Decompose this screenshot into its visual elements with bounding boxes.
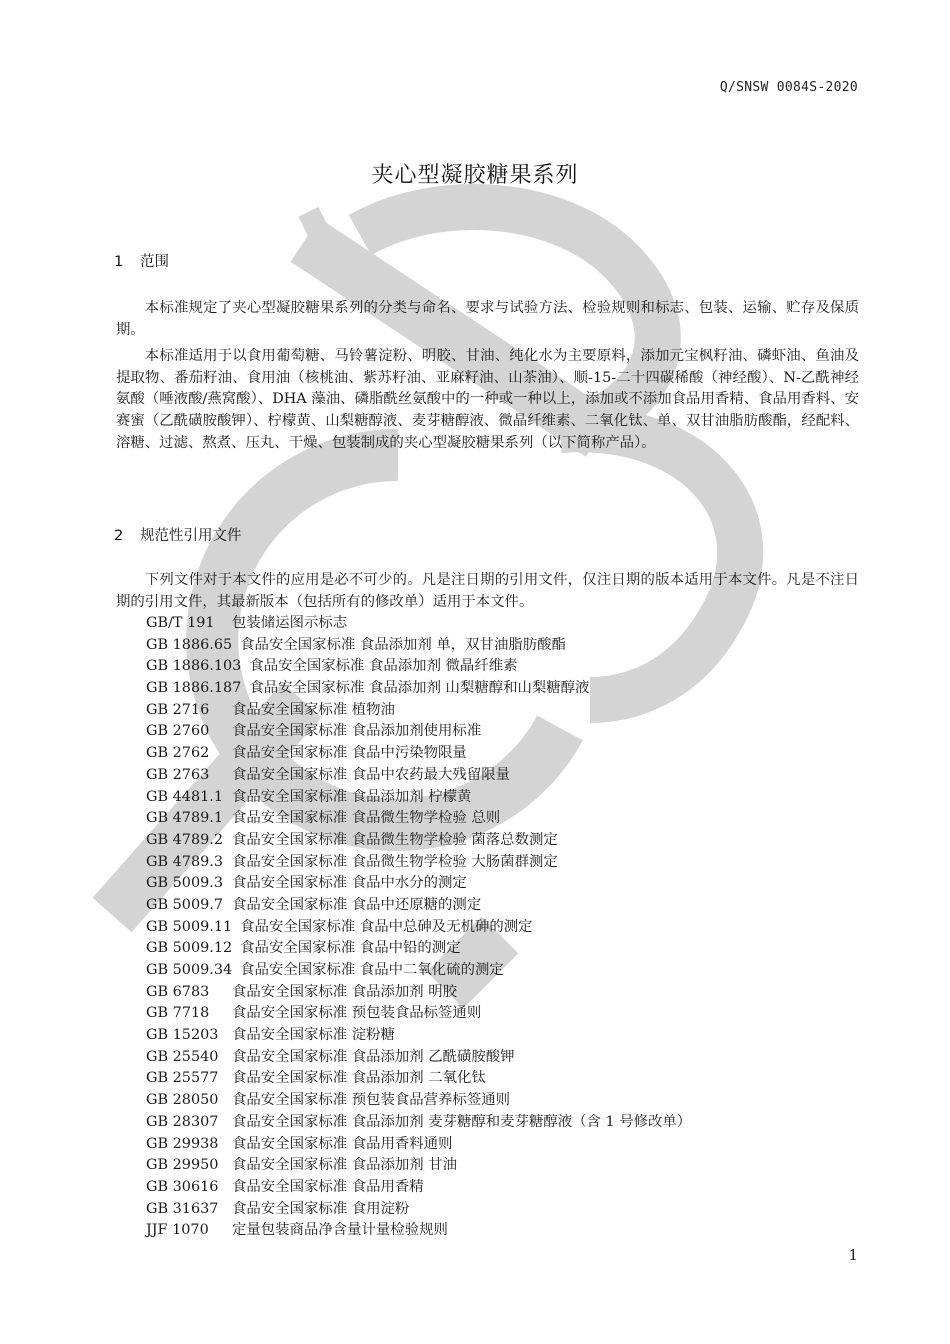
reference-title: 食品安全国家标准 食品添加剂 二氧化钛 — [232, 1070, 486, 1087]
reference-code: GB 4789.2 — [146, 831, 223, 848]
reference-code: GB 4789.3 — [146, 853, 223, 870]
reference-item — [146, 1134, 691, 1156]
reference-title: 食品安全国家标准 食品用香料通则 — [232, 1135, 453, 1152]
reference-code: GB 1886.187 — [146, 680, 242, 697]
reference-code: GB 28050 — [146, 1092, 219, 1109]
reference-code: GB 31637 — [146, 1200, 219, 1217]
reference-item — [146, 938, 691, 960]
page-number: 1 — [848, 1246, 858, 1264]
reference-code: GB 2716 — [146, 701, 210, 718]
reference-title: 定量包装商品净含量计量检验规则 — [232, 1222, 448, 1239]
reference-title: 食品安全国家标准 食品添加剂 山梨糖醇和山梨糖醇液 — [249, 680, 590, 697]
reference-code: GB 25577 — [146, 1070, 219, 1087]
reference-title: 食品安全国家标准 食品中农药最大残留限量 — [232, 766, 510, 783]
reference-item — [146, 1025, 691, 1047]
reference-item — [146, 873, 691, 895]
reference-title: 食品安全国家标准 食品添加剂 甘油 — [232, 1157, 458, 1174]
reference-code: GB 5009.12 — [146, 940, 233, 957]
reference-code: GB 4789.1 — [146, 810, 223, 827]
reference-title: 食品安全国家标准 食品添加剂使用标准 — [232, 723, 482, 740]
reference-code: GB 15203 — [146, 1027, 219, 1044]
reference-item — [146, 700, 691, 722]
references-intro-paragraph: 下列文件对于本文件的应用是必不可少的。凡是注日期的引用文件，仅注日期的版本适用于本文件。凡是不注日期的引用文件，其最新版本（包括所有的修改单）适用于本文件。 — [116, 572, 859, 610]
reference-item — [146, 1003, 691, 1025]
reference-item — [146, 613, 691, 635]
reference-code: GB 29950 — [146, 1157, 219, 1174]
reference-title: 包装储运图示标志 — [232, 615, 348, 631]
reference-title: 食品安全国家标准 预包装食品营养标签通则 — [232, 1092, 510, 1109]
reference-item — [146, 1068, 691, 1090]
reference-item — [146, 1047, 691, 1069]
reference-code: GB 5009.7 — [146, 896, 223, 913]
reference-code: GB 5009.11 — [146, 918, 233, 935]
scope-paragraph-1: 本标准规定了夹心型凝胶糖果系列的分类与命名、要求与试验方法、检验规则和标志、包装、运输、贮存及保质期。 — [116, 300, 859, 338]
reference-item — [146, 787, 691, 809]
reference-title: 食品安全国家标准 食品添加剂 柠檬黄 — [232, 788, 472, 805]
reference-title: 食品安全国家标准 食品微生物学检验 大肠菌群测定 — [232, 853, 558, 870]
document-code: Q/SNSW 0084S-2020 — [719, 80, 858, 95]
reference-item — [146, 1090, 691, 1112]
reference-item — [146, 982, 691, 1004]
section-heading-normative-references — [114, 524, 242, 545]
reference-title: 食品安全国家标准 食品中水分的测定 — [232, 875, 467, 892]
reference-item — [146, 656, 691, 678]
section-number: 2 — [114, 528, 124, 544]
reference-item — [146, 960, 691, 982]
reference-item — [146, 635, 691, 657]
document-title: 夹心型凝胶糖果系列 — [371, 163, 579, 188]
reference-item — [146, 1112, 691, 1134]
reference-title: 食品安全国家标准 淀粉糖 — [232, 1027, 395, 1044]
reference-item — [146, 721, 691, 743]
reference-code: JJF 1070 — [146, 1222, 209, 1239]
reference-code: GB 25540 — [146, 1048, 219, 1065]
reference-title: 食品安全国家标准 食品中总砷及无机砷的测定 — [240, 918, 533, 935]
reference-code: GB 28307 — [146, 1113, 219, 1130]
reference-title: 食品安全国家标准 食品微生物学检验 总则 — [232, 810, 501, 827]
reference-title: 食品安全国家标准 食品添加剂 麦芽糖醇和麦芽糖醇液（含 1 号修改单） — [232, 1113, 692, 1130]
reference-list — [146, 613, 691, 1242]
reference-code: GB 2763 — [146, 766, 210, 783]
reference-title: 食品安全国家标准 食品中二氧化硫的测定 — [240, 962, 504, 978]
reference-title: 食品安全国家标准 预包装食品标签通则 — [232, 1005, 482, 1022]
reference-code: GB 5009.3 — [146, 875, 223, 892]
reference-title: 食品安全国家标准 食品添加剂 单，双甘油脂肪酸酯 — [240, 636, 566, 653]
reference-title: 食品安全国家标准 食品中还原糖的测定 — [232, 896, 482, 913]
reference-code: GB 1886.103 — [146, 658, 242, 675]
reference-title: 食品安全国家标准 食品中铅的测定 — [240, 940, 461, 957]
reference-item — [146, 852, 691, 874]
section-heading-scope — [114, 250, 169, 271]
reference-item — [146, 895, 691, 917]
reference-code: GB/T 191 — [146, 615, 215, 631]
reference-item — [146, 678, 691, 700]
reference-title: 食品安全国家标准 食品添加剂 乙酰磺胺酸钾 — [232, 1048, 515, 1065]
reference-code: GB 30616 — [146, 1178, 219, 1195]
reference-title: 食品安全国家标准 植物油 — [232, 701, 395, 718]
reference-item — [146, 917, 691, 939]
reference-code: GB 2762 — [146, 745, 210, 762]
reference-title: 食品安全国家标准 食用淀粉 — [232, 1200, 410, 1217]
section-title: 规范性引用文件 — [140, 528, 242, 544]
reference-item — [146, 1199, 691, 1221]
section-number: 1 — [114, 254, 124, 270]
reference-title: 食品安全国家标准 食品用香精 — [232, 1178, 424, 1195]
reference-code: GB 7718 — [146, 1005, 210, 1022]
reference-code: GB 2760 — [146, 723, 210, 740]
reference-item — [146, 1155, 691, 1177]
reference-title: 食品安全国家标准 食品微生物学检验 菌落总数测定 — [232, 831, 558, 848]
reference-code: GB 4481.1 — [146, 788, 223, 805]
reference-item — [146, 765, 691, 787]
reference-item — [146, 808, 691, 830]
reference-code: GB 1886.65 — [146, 636, 233, 653]
scope-paragraph-2: 本标准适用于以食用葡萄糖、马铃薯淀粉、明胶、甘油、纯化水为主要原料，添加元宝枫籽油、磷虾油、鱼油及提取物、番茄籽油、食用油（核桃油、紫苏籽油、亚麻籽油、山茶油）、顺-15-二十四碳稀酸（神经酸）、N-乙酰神经氨酸（唾液酸/燕窝酸）、DHA 藻油、磷脂酰丝氨酸中的一种或一种以上，添加或不添加食品用香精、食品用香料、安赛蜜（乙酰磺胺酸钾）、柠檬黄、山梨糖醇液、麦芽糖醇液、微晶纤维素、二氧化钛、单、双甘油脂肪酸酯，经配料、溶糖、过滤、熬煮、压丸、干燥、包装制成的夹心型凝胶糖果系列（以下简称产品）。 — [116, 348, 859, 451]
reference-item — [146, 1220, 691, 1242]
reference-item — [146, 1177, 691, 1199]
reference-code: GB 6783 — [146, 983, 210, 1000]
reference-code: GB 29938 — [146, 1135, 219, 1152]
reference-title: 食品安全国家标准 食品中污染物限量 — [232, 745, 467, 762]
reference-title: 食品安全国家标准 食品添加剂 微晶纤维素 — [249, 658, 518, 675]
reference-code: GB 5009.34 — [146, 962, 233, 978]
section-title: 范围 — [140, 254, 169, 270]
reference-title: 食品安全国家标准 食品添加剂 明胶 — [232, 983, 458, 1000]
reference-item — [146, 743, 691, 765]
reference-item — [146, 830, 691, 852]
